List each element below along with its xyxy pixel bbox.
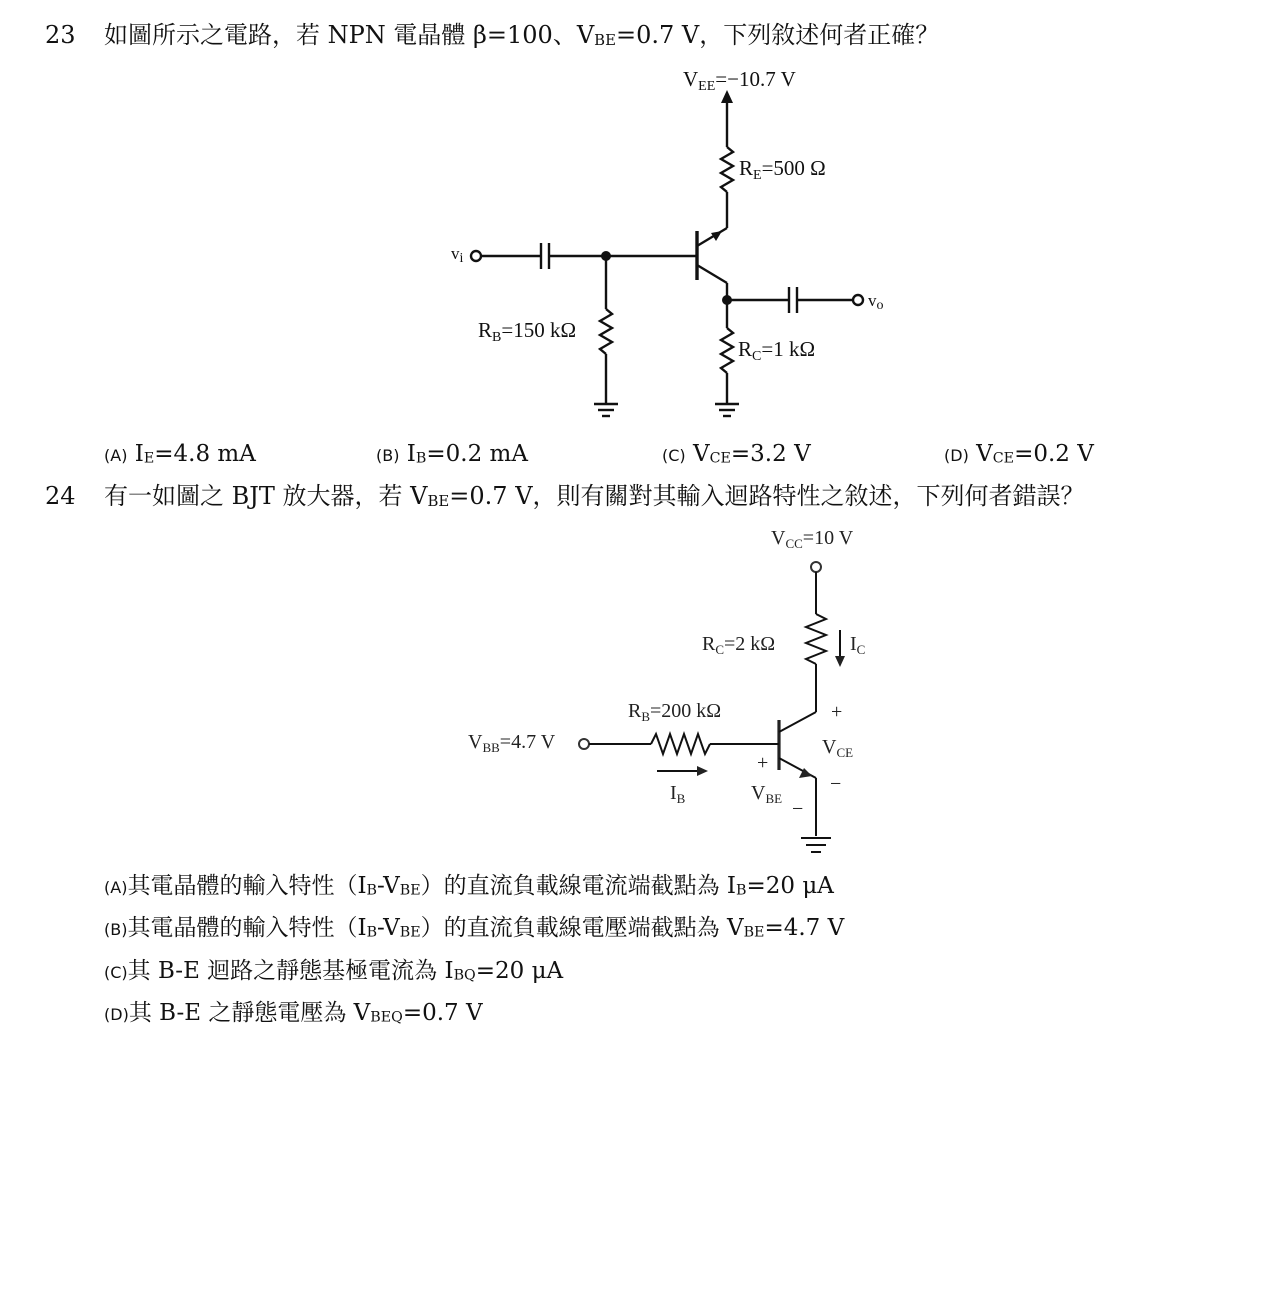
option-24-b[interactable]: (B)其電晶體的輸入特性$(I_B-V_{BE})$的直流負載線電壓端截點為 $V_{BE}=4.7$ V xyxy=(104,915,845,941)
resistor-rb xyxy=(651,734,710,754)
option-23-b[interactable]: (B) $I_B=0.2$ mA xyxy=(376,441,528,467)
question-23-number: 23 xyxy=(45,21,76,49)
rb-label: $R_B=200$ kΩ xyxy=(628,700,722,724)
option-24-a[interactable]: (A)其電晶體的輸入特性$(I_B-V_{BE})$的直流負載線電流端截點為 $I_B=20$ μA xyxy=(104,873,834,899)
option-23-c[interactable]: (C) $V_{CE}=3.2$ V xyxy=(662,441,811,467)
vce-minus: − xyxy=(830,773,842,795)
rc-label: RC=1 kΩ xyxy=(738,337,816,364)
vbe-plus: + xyxy=(757,752,769,774)
vi-label: vi xyxy=(451,244,464,266)
re-label: RE=500 Ω xyxy=(739,156,826,183)
option-24-c[interactable]: (C)其 B-E 迴路之靜態基極電流為 $I_{BQ}=20$ μA xyxy=(104,958,564,984)
question-23-stem: 如圖所示之電路，若 NPN 電晶體 β=100、$V_{BE}=0.7$ V，下列敘述何者正確？ xyxy=(104,21,940,49)
vbb-terminal xyxy=(579,739,589,749)
vce-plus: + xyxy=(831,701,843,723)
vee-label: VEE=−10.7 V xyxy=(683,67,796,94)
vo-label: vo xyxy=(868,291,884,313)
vce-label: $V_{CE}$ xyxy=(822,736,854,760)
option-24-d[interactable]: (D)其 B-E 之靜態電壓為 $V_{BEQ}=0.7$ V xyxy=(104,1000,483,1026)
ic-label: $I_C$ xyxy=(850,633,866,657)
vbe-minus: − xyxy=(792,798,804,820)
question-24-number: 24 xyxy=(45,482,76,510)
ic-arrow xyxy=(835,656,845,667)
option-23-a[interactable]: (A) $I_E=4.8$ mA xyxy=(104,441,256,467)
vbb-label: $V_{BB}=4.7$ V xyxy=(468,731,556,755)
option-23-d[interactable]: (D) $V_{CE}=0.2$ V xyxy=(944,441,1094,467)
vbe-label: $V_{BE}$ xyxy=(751,782,783,806)
ib-arrow xyxy=(697,766,708,776)
ground-icon xyxy=(801,838,831,852)
rb-label: RB=150 kΩ xyxy=(478,318,577,345)
vcc-label: $V_{CC}=10$ V xyxy=(771,527,854,551)
question-24-stem: 有一如圖之 BJT 放大器，若 $V_{BE}=0.7$ V，則有關對其輸入迴路特性之敘述，下列何者錯誤？ xyxy=(104,482,1085,510)
resistor-rc xyxy=(806,614,826,664)
ib-label: $I_B$ xyxy=(670,782,686,806)
vcc-terminal xyxy=(811,562,821,572)
rc-label: $R_C=2$ kΩ xyxy=(702,633,776,657)
